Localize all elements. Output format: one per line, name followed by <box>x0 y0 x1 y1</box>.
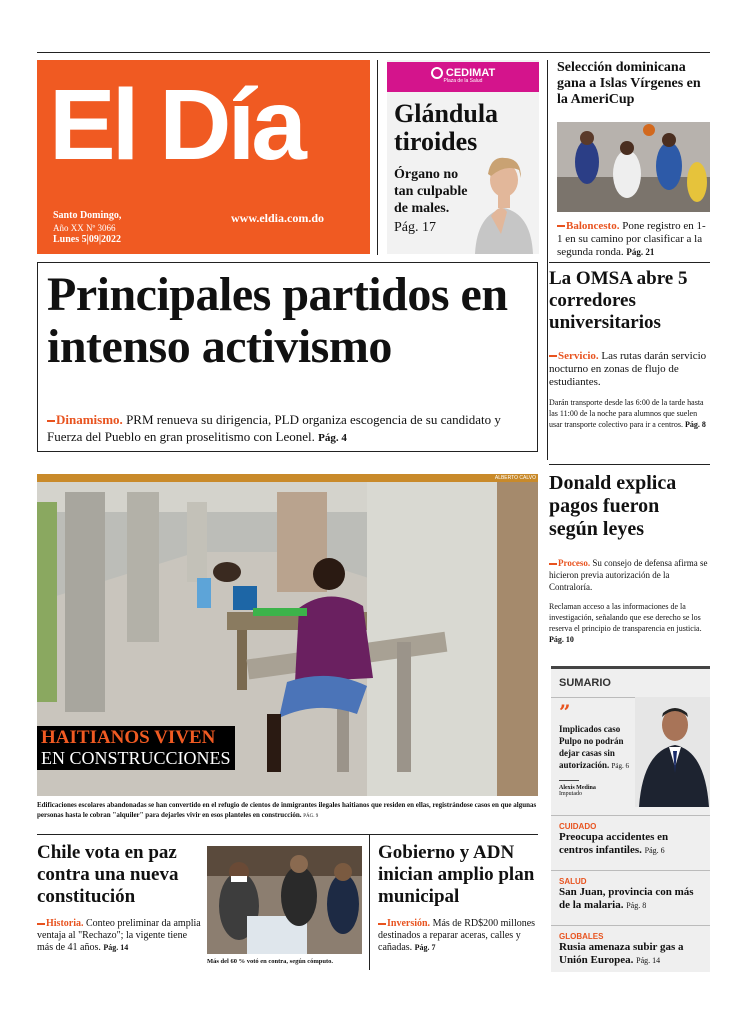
gobierno-summary <box>378 918 538 954</box>
promo-health-page: Pág. 17 <box>394 220 436 235</box>
sumario-person-role: Imputado <box>559 791 582 797</box>
omsa-detail-block <box>549 397 710 430</box>
omsa-kicker: Servicio. <box>549 350 599 362</box>
promo-sport-body: Pone registro en 1-1 en su camino por clasificar a la segunda ronda. <box>557 220 706 258</box>
sumario-item-page: Pág. 14 <box>636 956 661 965</box>
cedimat-banner <box>387 62 539 92</box>
promo-health-title-line1: Glándula <box>394 99 499 128</box>
top-rule <box>37 52 710 53</box>
masthead <box>37 60 370 254</box>
masthead-issue: Año XX Nº 3066 <box>53 223 116 233</box>
sumario-item-text-wrap <box>559 941 702 967</box>
sumario-item-text: Preocupa accidentes en centros infantiles. <box>559 831 669 856</box>
sumario-item-category: SALUD <box>559 877 587 886</box>
sumario-item-page: Pág. 8 <box>626 901 647 910</box>
omsa-body: Las rutas darán servicio nocturno en zonas de flujo de estudiantes. <box>549 350 707 388</box>
masthead-url[interactable]: www.eldia.com.do <box>231 211 324 225</box>
photo-caption <box>37 800 538 822</box>
photo-overlay-line2: EN CONSTRUCCIONES <box>41 748 231 768</box>
sumario-item-text-wrap <box>559 831 702 857</box>
gobierno-body: Más de RD$200 millones destinados a reparar aceras, calles y cañadas. <box>378 918 536 953</box>
omsa-headline: La OMSA abre 5 corredores universitarios <box>549 268 688 333</box>
lead-page: Pág. 4 <box>318 432 347 444</box>
promo-sport-page: Pág. 21 <box>626 247 655 257</box>
section-rule <box>549 262 710 263</box>
basketball-photo <box>557 122 710 212</box>
chile-kicker: Historia. <box>37 918 84 929</box>
column-rule <box>377 60 378 255</box>
sumario-items <box>551 815 710 975</box>
sumario-item-text: San Juan, provincia con más de la malaria. <box>559 886 694 911</box>
donald-headline: Donald explica pagos fueron según leyes <box>549 472 677 540</box>
sumario-quote-page: Pág. 6 <box>611 762 629 770</box>
donald-page: Pág. 10 <box>549 635 574 644</box>
sumario-item-text: Rusia amenaza subir gas a Unión Europea. <box>559 941 684 966</box>
donald-body: Su consejo de defensa afirma se hicieron previa autorización de la Contraloría. <box>549 558 708 592</box>
donald-detail: Reclaman acceso a las informaciones de la investigación, señalando que ese derecho se los reserva el principio de transparencia en justicia. <box>549 602 702 633</box>
sumario-item-category: CUIDADO <box>559 822 597 831</box>
section-rule <box>549 464 710 465</box>
gobierno-headline: Gobierno y ADN inician amplio plan municipal <box>378 842 535 907</box>
omsa-summary <box>549 350 710 389</box>
cedimat-brand: CEDIMAT <box>445 67 496 79</box>
column-rule <box>369 834 370 970</box>
lead-summary <box>47 411 531 447</box>
sumario-item[interactable] <box>551 870 710 925</box>
sumario-box <box>551 666 710 972</box>
photo-overlay-line1: HAITIANOS VIVEN <box>41 727 216 748</box>
masthead-city: Santo Domingo, <box>53 210 122 221</box>
chile-story[interactable] <box>37 842 201 970</box>
lead-headline: Principales partidos en intenso activismo <box>47 268 508 373</box>
chile-summary <box>37 918 201 954</box>
cedimat-sub: Plaza de la Salud <box>443 78 483 85</box>
omsa-detail: Darán transporte desde las 6:00 de la tarde hasta las 11:00 de la noche para alumnos que suelen usar transporte colectivo para ir a centros. <box>549 398 704 429</box>
chile-photo-caption: Más del 60 % votó en contra, según cómputo. <box>207 958 334 965</box>
cedimat-logo-icon <box>431 67 443 79</box>
promo-sport[interactable] <box>557 60 710 260</box>
sumario-item-category: GLOBALES <box>559 932 604 941</box>
section-rule <box>37 834 538 835</box>
sumario-item[interactable] <box>551 815 710 870</box>
photo-credit: ALBERTO CALVO <box>494 475 536 481</box>
chile-page: Pág. 14 <box>103 943 129 952</box>
sumario-item[interactable] <box>551 925 710 975</box>
donald-detail-block <box>549 601 710 645</box>
promo-sport-title: Selección dominicana gana a Islas Vírgenes en la AmeriCup <box>557 60 701 107</box>
photo-overlay <box>37 726 235 770</box>
donald-kicker: Proceso. <box>549 558 590 568</box>
gobierno-kicker: Inversión. <box>378 918 430 929</box>
photo-top-band <box>37 474 538 482</box>
lead-story[interactable] <box>37 262 538 452</box>
omsa-page: Pág. 8 <box>684 420 706 429</box>
chile-photo-block[interactable] <box>207 846 362 970</box>
chile-body: Conteo preliminar da amplia ventaja al "Rechazo"; la vigente tiene más de 41 años. <box>37 918 201 953</box>
masthead-info <box>53 210 121 246</box>
logo[interactable]: El Día <box>49 69 303 181</box>
chile-headline: Chile vota en paz contra una nueva constitución <box>37 842 179 907</box>
gobierno-story[interactable] <box>378 842 538 970</box>
lead-kicker: Dinamismo. <box>47 412 123 427</box>
omsa-story[interactable] <box>549 268 710 458</box>
sumario-quote-wrap <box>559 723 637 772</box>
photo-caption-page: PÁG. 9 <box>303 814 319 819</box>
donald-story[interactable] <box>549 472 710 652</box>
woman-thyroid-image <box>471 150 537 254</box>
promo-health-body: Órgano no tan culpable de males. <box>394 167 468 216</box>
promo-health-title-line2: tiroides <box>394 127 478 156</box>
donald-summary <box>549 557 710 593</box>
promo-sport-kicker: Baloncesto. <box>557 220 619 232</box>
sumario-quote-block[interactable] <box>559 700 637 797</box>
sumario-item-page: Pág. 6 <box>644 846 665 855</box>
column-rule <box>547 60 548 460</box>
chile-voting-photo <box>207 846 362 954</box>
gobierno-page: Pág. 7 <box>414 943 436 952</box>
quote-divider <box>559 780 579 781</box>
quote-mark-icon: ” <box>559 700 571 724</box>
sumario-item-text-wrap <box>559 886 702 912</box>
promo-health[interactable] <box>387 60 539 254</box>
main-photo-block[interactable] <box>37 474 538 820</box>
lead-body: PRM renueva su dirigencia, PLD organiza escogencia de su candidato y Fuerza del Pueblo en gran proselitismo con Leonel. <box>47 412 501 444</box>
sumario-person-name: Alexis Medina <box>559 785 596 791</box>
alexis-medina-photo <box>635 697 710 807</box>
promo-sport-summary <box>557 220 710 259</box>
promo-health-title <box>394 100 498 156</box>
sumario-title: SUMARIO <box>559 677 611 689</box>
sumario-quote: Implicados caso Pulpo no podrán dejar casas sin autorización. <box>559 724 624 770</box>
photo-caption-text: Edificaciones escolares abandonadas se han convertido en el refugio de cientos de inmigrantes ilegales haitianos que residen en ellas, registrándose casos en que algunas personas hasta le cobran "alquiler" para dejarles vivir en esos planteles en construcción. <box>37 801 537 819</box>
masthead-date: Lunes 5|09|2022 <box>53 234 122 245</box>
